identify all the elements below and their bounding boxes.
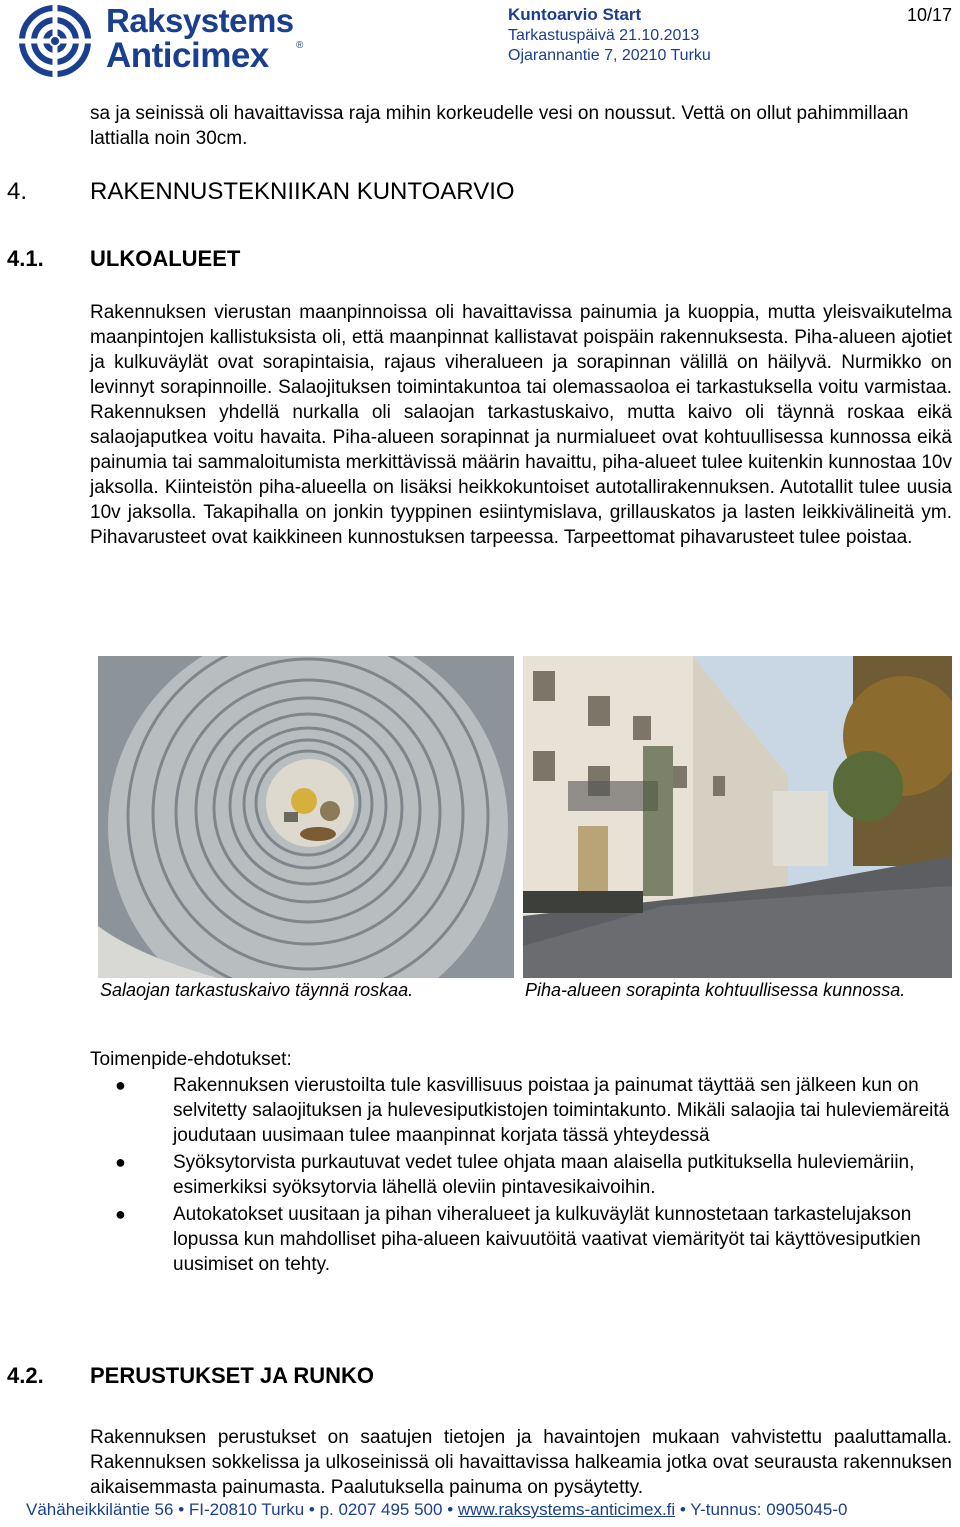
footer-street: Vähäheikkiläntie 56 bbox=[26, 1500, 174, 1519]
section-41-title: ULKOALUEET bbox=[90, 246, 241, 271]
page-number: 10/17 bbox=[906, 5, 952, 25]
action-item bbox=[90, 1150, 954, 1200]
section-4-number: 4. bbox=[7, 178, 28, 205]
action-item-text: Rakennuksen vierustoilta tule kasvillisuus poistaa ja painumat täyttää sen jälkeen kun on selvitetty salaojituksen ja hulevesiputkistojen toimintakunto. Mikäli salaojia tai huleviemäreitä joudutaan uusimaan tulee maanpinnat korjata tässä yhteydessä bbox=[173, 1075, 950, 1146]
bullet-icon: ● bbox=[115, 1152, 126, 1172]
actions-list bbox=[90, 1073, 954, 1279]
logo-registered-mark: ® bbox=[296, 40, 304, 51]
section-42-paragraph: Rakennuksen perustukset on saatujen tietojen ja havaintojen mukaan vahvistettu paaluttamalla. Rakennuksen sokkelissa ja ulkoseinissä oli havaittavissa halkeamia jotka ovat seurausta rakennuksen aikaisemmasta painumasta. Paalutuksella painuma on pysäytetty. bbox=[90, 1427, 952, 1498]
footer-separator: • bbox=[679, 1500, 686, 1519]
logo-wordmark-line1: Raksystems bbox=[106, 2, 294, 39]
inspection-date: Tarkastuspäivä 21.10.2013 bbox=[508, 27, 700, 44]
footer-phone: p. 0207 495 500 bbox=[319, 1500, 443, 1519]
intro-paragraph: sa ja seinissä oli havaittavissa raja mihin korkeudelle vesi on noussut. Vettä on ollut pahimmillaan lattialla noin 30cm. bbox=[90, 103, 909, 149]
section-41-paragraph: Rakennuksen vierustan maanpinnoissa oli havaittavissa painumia ja kuoppia, mutta yleisvaikutelma maanpintojen kallistuksista oli, että maanpinnat kallistavat poispäin rakennuksesta. Piha-alueen ajotiet ja kulkuväylät ovat sorapintaisia, rajaus viheralueen ja sorapinnan välillä on häilyvä. Nurmikko on levinnyt sorapinnoille. Salaojituksen toimintakuntoa tai olemassaoloa ei tarkastuksella voitu varmistaa. Rakennuksen yhdellä nurkalla oli salaojan tarkastuskaivo, mutta kaivo oli täynnä roskaa eikä salaojaputkea voitu havaita. Piha-alueen sorapinnat ja nurmialueet ovat kohtuullisessa kunnossa eikä painumia tai sammaloitumista merkittävissä määrin havaittu, piha-alueet tulee kuitenkin kunnostaa 10v jaksolla. Kiinteistön piha-alueella on lisäksi heikkokuntoiset autotallirakennuksen. Autotallit tulee uusia 10v jaksolla. Takapihalla on jonkin tyyppinen esiintymislava, grillauskatos ja lasten leikkivälineitä ym. Pihavarusteet ovat kaikkineen kunnostuksen tarpeessa. Tarpeettomat pihavarusteet tulee poistaa. bbox=[90, 302, 952, 548]
property-address: Ojarannantie 7, 20210 Turku bbox=[508, 47, 711, 64]
section-42-number: 4.2. bbox=[7, 1363, 44, 1388]
bullet-icon: ● bbox=[115, 1075, 126, 1095]
section-41-number: 4.1. bbox=[7, 246, 44, 271]
action-item bbox=[90, 1073, 954, 1148]
footer-separator: • bbox=[447, 1500, 454, 1519]
photo-drain-well bbox=[98, 656, 514, 978]
section-42-title: PERUSTUKSET JA RUNKO bbox=[90, 1363, 374, 1388]
section-4-title: RAKENNUSTEKNIIKAN KUNTOARVIO bbox=[90, 178, 515, 205]
footer-website-link[interactable]: www.raksystems-anticimex.fi bbox=[457, 1500, 676, 1519]
photo-caption-drain-well: Salaojan tarkastuskaivo täynnä roskaa. bbox=[100, 980, 414, 1000]
photo-yard-gravel bbox=[523, 656, 952, 978]
logo-wordmark-line2: Anticimex bbox=[106, 36, 269, 75]
footer-postal: FI-20810 Turku bbox=[188, 1500, 305, 1519]
footer-separator: • bbox=[308, 1500, 315, 1519]
document-title: Kuntoarvio Start bbox=[508, 5, 642, 24]
action-item bbox=[90, 1202, 954, 1277]
photo-caption-yard: Piha-alueen sorapinta kohtuullisessa kunnossa. bbox=[525, 980, 906, 1000]
footer-separator: • bbox=[178, 1500, 185, 1519]
footer-business-id: Y-tunnus: 0905045-0 bbox=[690, 1500, 848, 1519]
action-item-text: Autokatokset uusitaan ja pihan viheralueet ja kulkuväylät kunnostetaan tarkastelujakson lopussa kun mahdolliset piha-alueen kaivuutöitä vaativat viemärityöt tai käyttövesiputkien uusimiset on tehty. bbox=[173, 1204, 921, 1275]
page-footer bbox=[26, 1500, 936, 1520]
bullet-icon: ● bbox=[115, 1204, 126, 1224]
actions-label: Toimenpide-ehdotukset: bbox=[90, 1049, 292, 1070]
company-logo-icon bbox=[8, 4, 102, 78]
action-item-text: Syöksytorvista purkautuvat vedet tulee ohjata maan alaisella putkituksella huleviemäriin, esimerkiksi syöksytorvia lähellä oleviin pintavesikaivoihin. bbox=[173, 1152, 915, 1198]
